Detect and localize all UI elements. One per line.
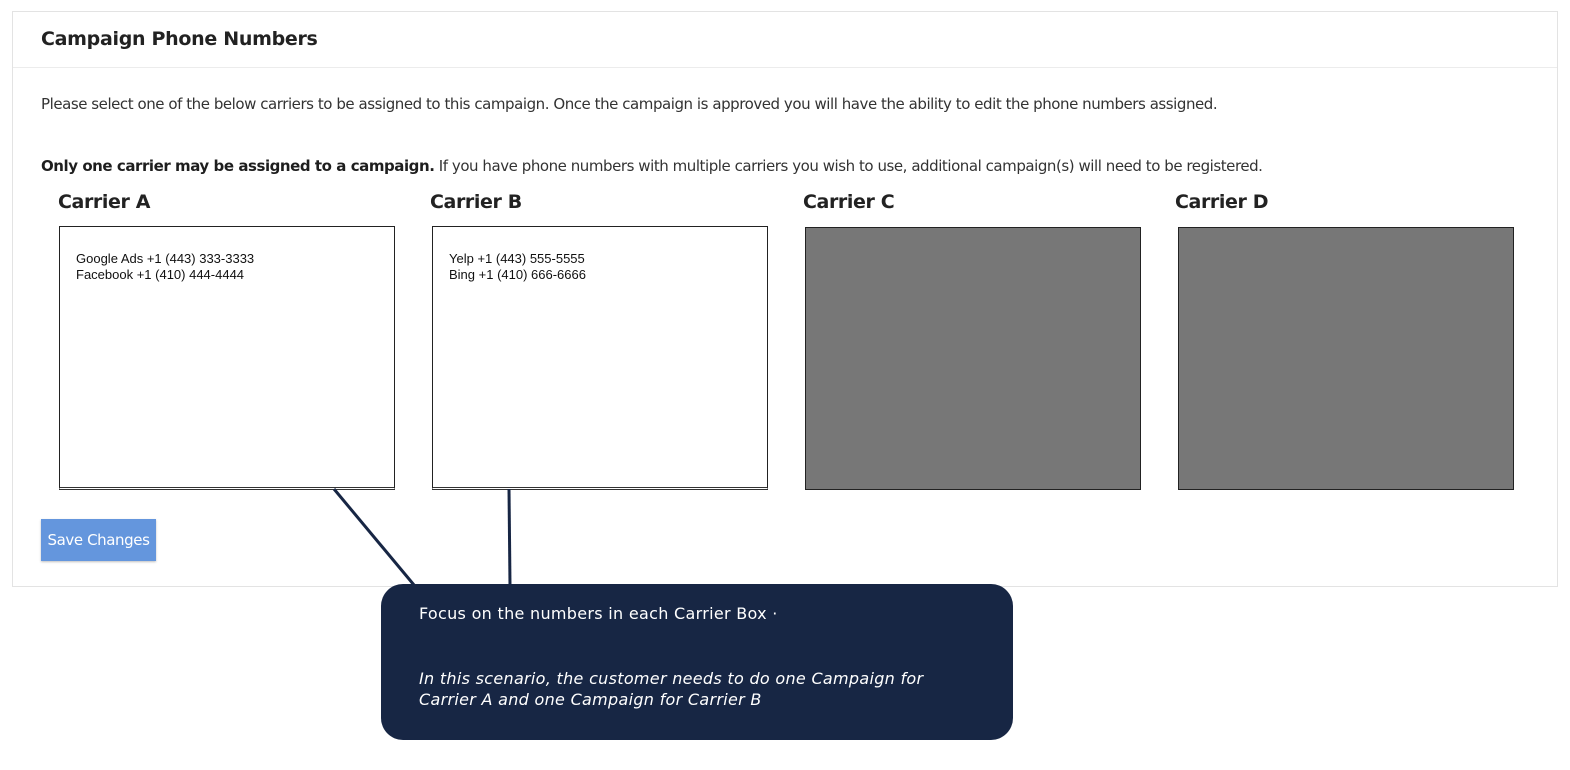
carrier-a-label: Carrier A [58, 191, 150, 213]
carrier-d-label: Carrier D [1175, 191, 1269, 213]
carrier-a-numbers [76, 251, 254, 283]
page-title: Campaign Phone Numbers [41, 28, 318, 50]
carrier-b-numbers [449, 251, 586, 283]
carrier-c-box [805, 227, 1141, 490]
annotation-callout [381, 584, 1013, 740]
campaign-phone-numbers-panel [12, 11, 1558, 587]
save-changes-button[interactable]: Save Changes [41, 519, 156, 561]
intro-text: Please select one of the below carriers to be assigned to this campaign. Once the campaign is approved you will have the ability to edit the phone numbers assigned. [41, 95, 1218, 113]
carrier-d-box [1178, 227, 1514, 490]
carrier-rule-detail: If you have phone numbers with multiple carriers you wish to use, additional campaign(s) will need to be registered. [434, 157, 1263, 175]
phone-number-item: Facebook +1 (410) 444-4444 [76, 267, 245, 282]
phone-number-item: Yelp +1 (443) 555-5555 [449, 251, 585, 266]
phone-number-item: Google Ads +1 (443) 333-3333 [76, 251, 255, 266]
callout-heading: Focus on the numbers in each Carrier Box · [419, 604, 778, 623]
phone-number-item: Bing +1 (410) 666-6666 [449, 267, 586, 282]
panel-header [13, 12, 1557, 68]
carrier-rule-bold: Only one carrier may be assigned to a campaign. [41, 157, 435, 175]
callout-note: In this scenario, the customer needs to do one Campaign for Carrier A and one Campaign for Carrier B [419, 669, 924, 709]
carrier-rule-text [41, 157, 1263, 175]
carrier-c-label: Carrier C [803, 191, 895, 213]
carrier-b-label: Carrier B [430, 191, 522, 213]
carrier-b-box[interactable] [432, 226, 768, 490]
carrier-a-box[interactable] [59, 226, 395, 490]
